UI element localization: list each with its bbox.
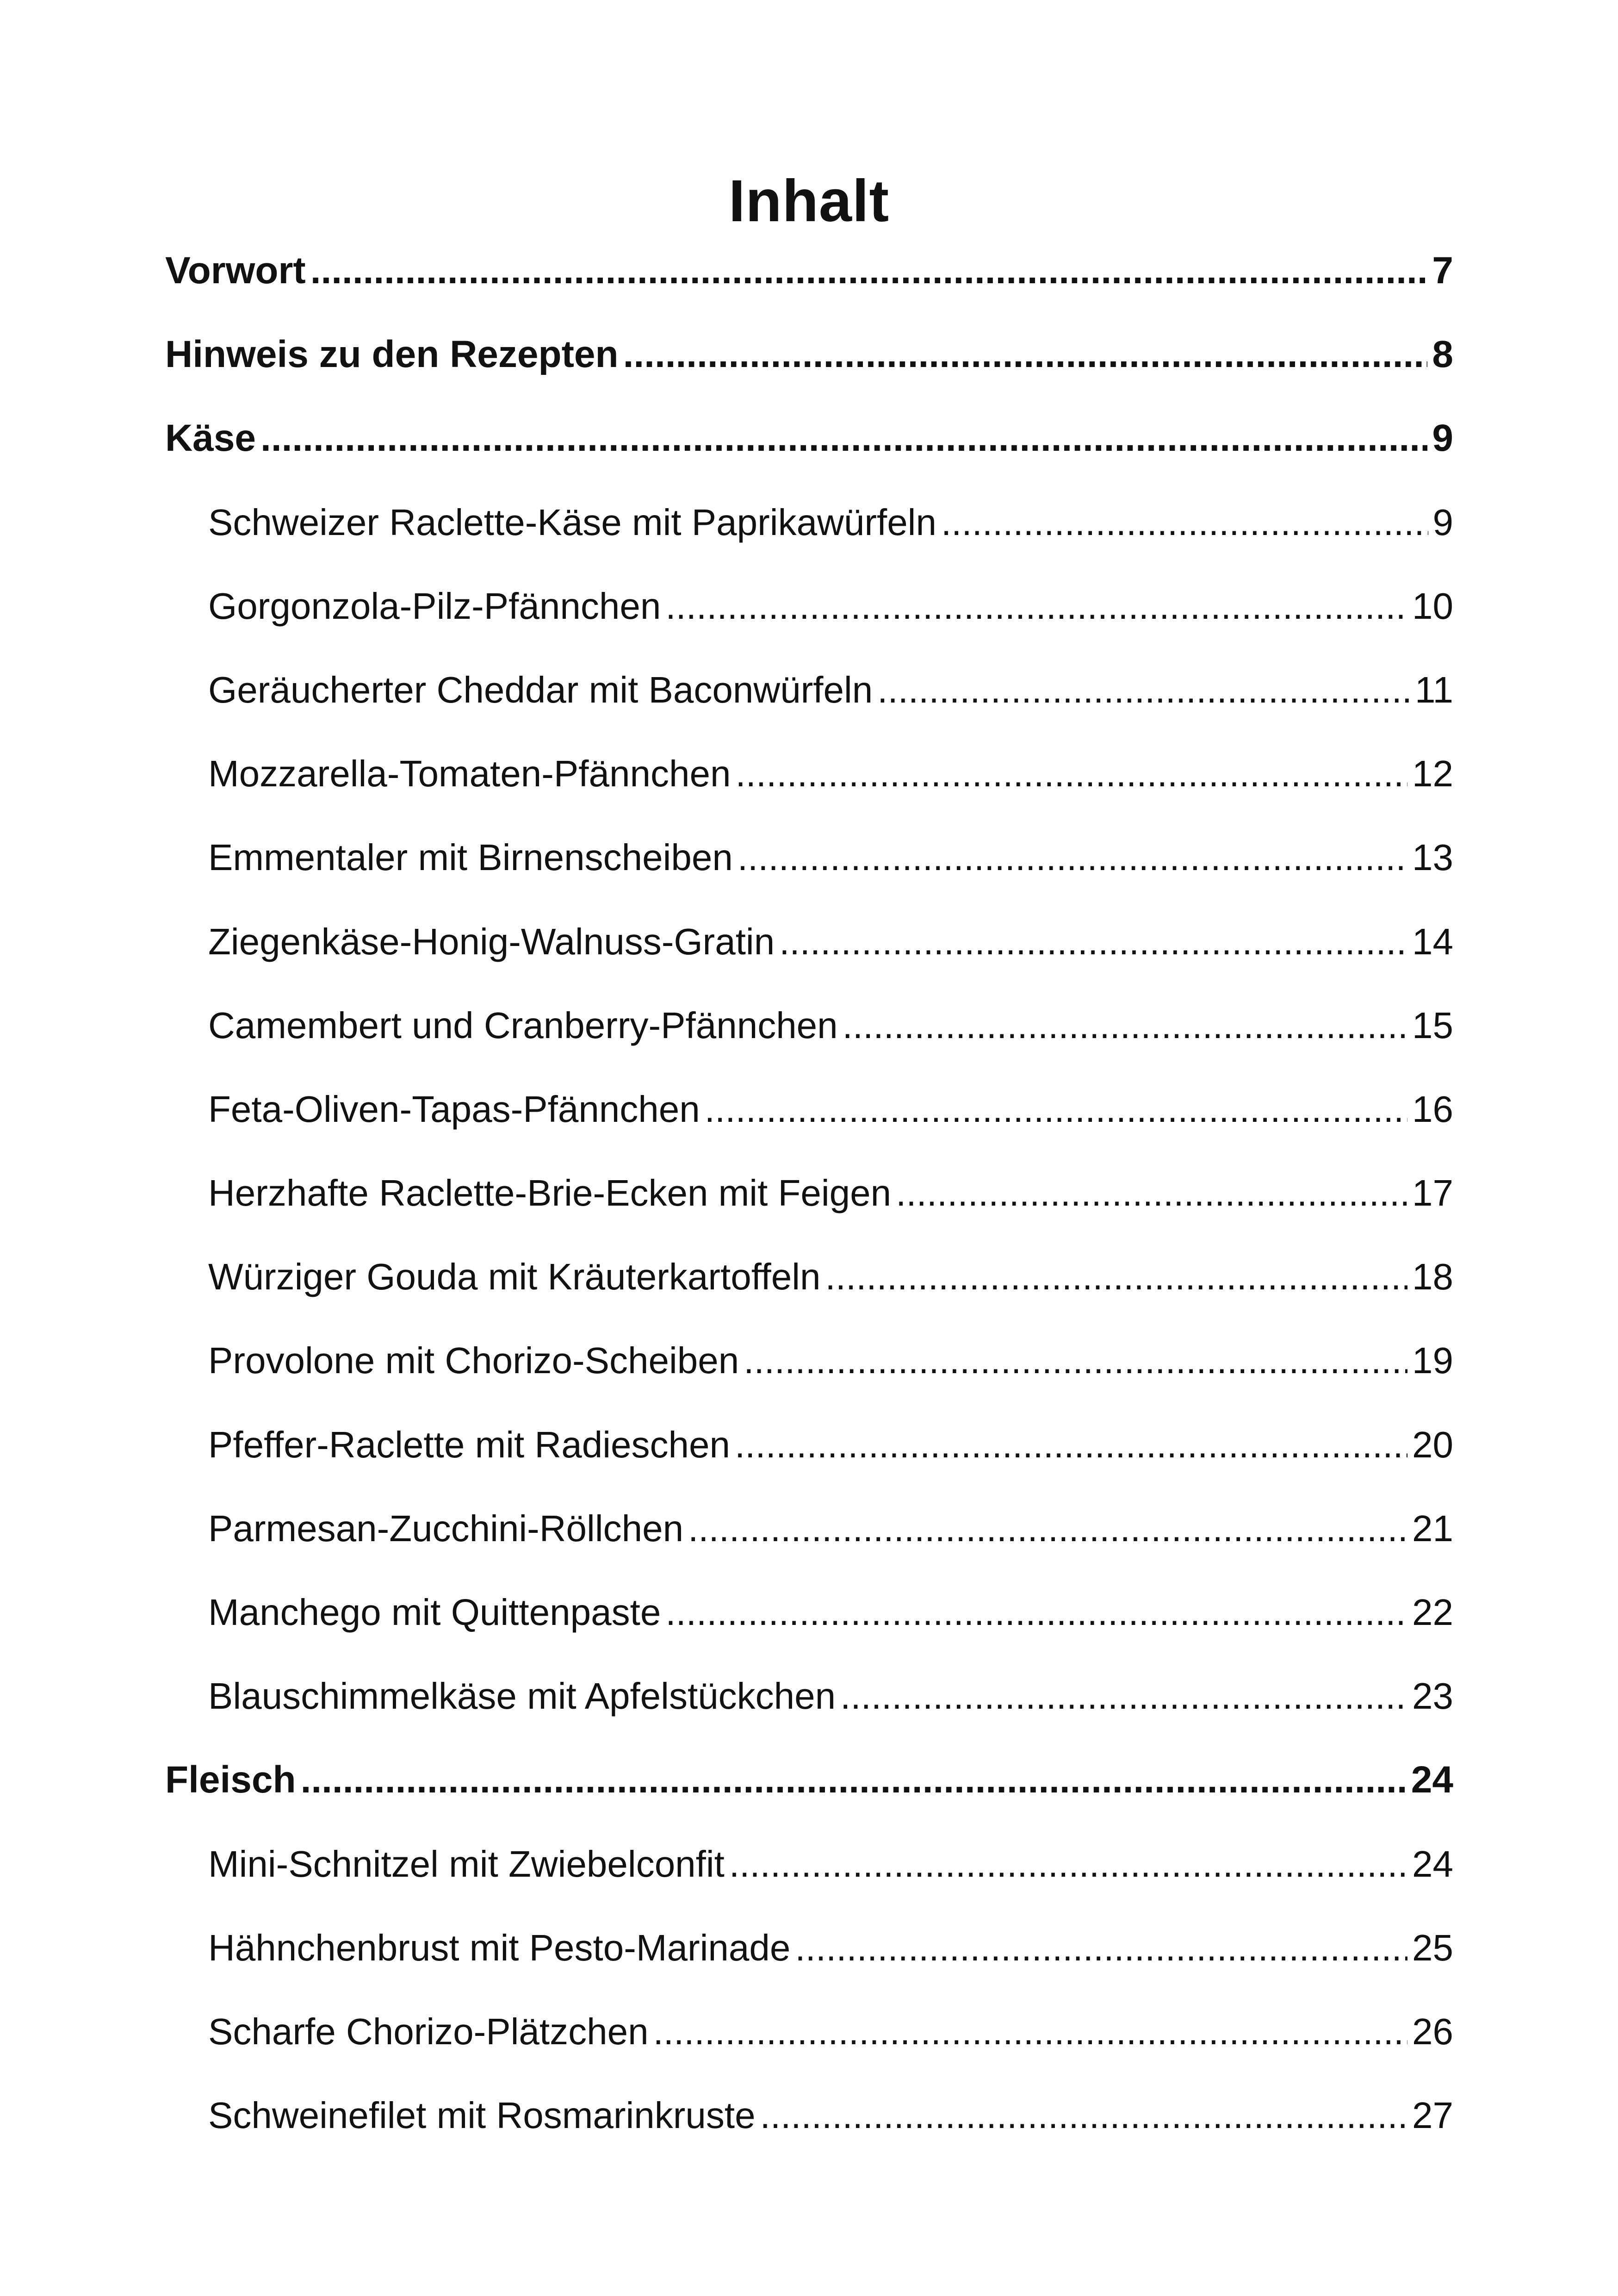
dot-leader [729,1839,1407,1890]
toc-recipe-entry[interactable] [165,748,1453,832]
toc-entry-title: Herzhafte Raclette-Brie-Ecken mit Feigen [208,1172,892,1214]
toc-recipe-entry[interactable] [165,665,1453,748]
toc-page-number: 12 [1412,753,1453,795]
toc-entry-title: Provolone mit Chorizo-Scheiben [208,1340,739,1381]
toc-entry-title: Emmentaler mit Birnenscheiben [208,837,733,878]
toc-page-number: 7 [1432,249,1453,292]
dot-leader [623,329,1428,380]
toc-recipe-entry[interactable] [165,1671,1453,1755]
toc-entry-title: Mozzarella-Tomaten-Pfännchen [208,753,731,795]
toc-page-number: 24 [1411,1759,1453,1801]
dot-leader [840,1671,1407,1722]
toc-recipe-entry[interactable] [165,1419,1453,1503]
dot-leader [877,665,1410,716]
toc-page-number: 15 [1412,1004,1453,1046]
toc-recipe-entry[interactable] [165,1587,1453,1671]
toc-recipe-entry[interactable] [165,1503,1453,1587]
toc-page-number: 19 [1412,1340,1453,1381]
dot-leader [941,497,1428,548]
page-title: Inhalt [728,168,890,234]
toc-entry-title: Camembert und Cranberry-Pfännchen [208,1004,838,1046]
dot-leader [705,1084,1407,1135]
toc-entry-title: Blauschimmelkäse mit Apfelstückchen [208,1675,836,1717]
toc-page-number: 10 [1412,585,1453,627]
toc-entry-title: Feta-Oliven-Tapas-Pfännchen [208,1088,700,1130]
toc-chapter-entry[interactable] [165,245,1453,329]
toc-recipe-entry[interactable] [165,1335,1453,1419]
toc-page-number: 8 [1432,333,1453,376]
toc-entry-title: Käse [165,417,256,460]
toc-page-number: 23 [1412,1675,1453,1717]
toc-page-number: 27 [1412,2095,1453,2136]
dot-leader [744,1335,1407,1386]
dot-leader [779,916,1407,967]
toc-recipe-entry[interactable] [165,2090,1453,2174]
toc-chapter-entry[interactable] [165,1755,1453,1838]
toc-entry-title: Parmesan-Zucchini-Röllchen [208,1507,684,1549]
toc-recipe-entry[interactable] [165,581,1453,665]
toc-page-number: 9 [1432,417,1453,460]
toc-page-number: 11 [1414,669,1453,710]
toc-page-number: 26 [1412,2010,1453,2052]
toc-chapter-entry[interactable] [165,413,1453,497]
dot-leader [735,748,1407,799]
toc-recipe-entry[interactable] [165,2006,1453,2090]
toc-entry-title: Mini-Schnitzel mit Zwiebelconfit [208,1843,725,1885]
toc-page-number: 9 [1432,501,1453,543]
toc-chapter-entry[interactable] [165,329,1453,413]
dot-leader [760,2090,1407,2141]
toc-recipe-entry[interactable] [165,1251,1453,1335]
dot-leader [260,413,1427,464]
toc-page-number: 16 [1412,1088,1453,1130]
dot-leader [825,1251,1408,1302]
toc-entry-title: Hinweis zu den Rezepten [165,333,619,376]
toc-entry-title: Schweizer Raclette-Käse mit Paprikawürfeln [208,501,936,543]
toc-entry-title: Fleisch [165,1759,296,1801]
toc-entry-title: Vorwort [165,249,306,292]
toc-recipe-entry[interactable] [165,497,1453,581]
toc-entry-title: Geräucherter Cheddar mit Baconwürfeln [208,669,873,710]
toc-page-number: 17 [1412,1172,1453,1214]
dot-leader [665,1587,1407,1638]
toc-page-number: 18 [1412,1256,1453,1298]
dot-leader [310,245,1428,296]
toc-page-number: 21 [1412,1507,1453,1549]
toc-recipe-entry[interactable] [165,1168,1453,1251]
toc-recipe-entry[interactable] [165,1839,1453,1923]
table-of-contents [165,245,1453,2174]
dot-leader [665,581,1407,632]
toc-page-number: 13 [1412,837,1453,878]
toc-page-number: 20 [1412,1424,1453,1465]
dot-leader [735,1419,1407,1470]
toc-page-number: 22 [1412,1592,1453,1633]
toc-page-number: 14 [1412,921,1453,962]
dot-leader [843,1000,1407,1051]
toc-entry-title: Pfeffer-Raclette mit Radieschen [208,1424,730,1465]
dot-leader [653,2006,1407,2057]
toc-entry-title: Hähnchenbrust mit Pesto-Marinade [208,1927,791,1968]
dot-leader [896,1168,1407,1219]
toc-page-number: 24 [1412,1843,1453,1885]
toc-entry-title: Manchego mit Quittenpaste [208,1592,661,1633]
toc-entry-title: Ziegenkäse-Honig-Walnuss-Gratin [208,921,775,962]
dot-leader [738,832,1407,883]
dot-leader [301,1755,1407,1805]
toc-recipe-entry[interactable] [165,1000,1453,1084]
toc-entry-title: Würziger Gouda mit Kräuterkartoffeln [208,1256,821,1298]
dot-leader [688,1503,1407,1554]
dot-leader [795,1923,1407,1973]
toc-recipe-entry[interactable] [165,916,1453,1000]
toc-entry-title: Scharfe Chorizo-Plätzchen [208,2010,649,2052]
toc-recipe-entry[interactable] [165,1084,1453,1168]
toc-recipe-entry[interactable] [165,832,1453,916]
toc-entry-title: Schweinefilet mit Rosmarinkruste [208,2095,756,2136]
toc-page-number: 25 [1412,1927,1453,1968]
toc-entry-title: Gorgonzola-Pilz-Pfännchen [208,585,661,627]
toc-recipe-entry[interactable] [165,1923,1453,2006]
